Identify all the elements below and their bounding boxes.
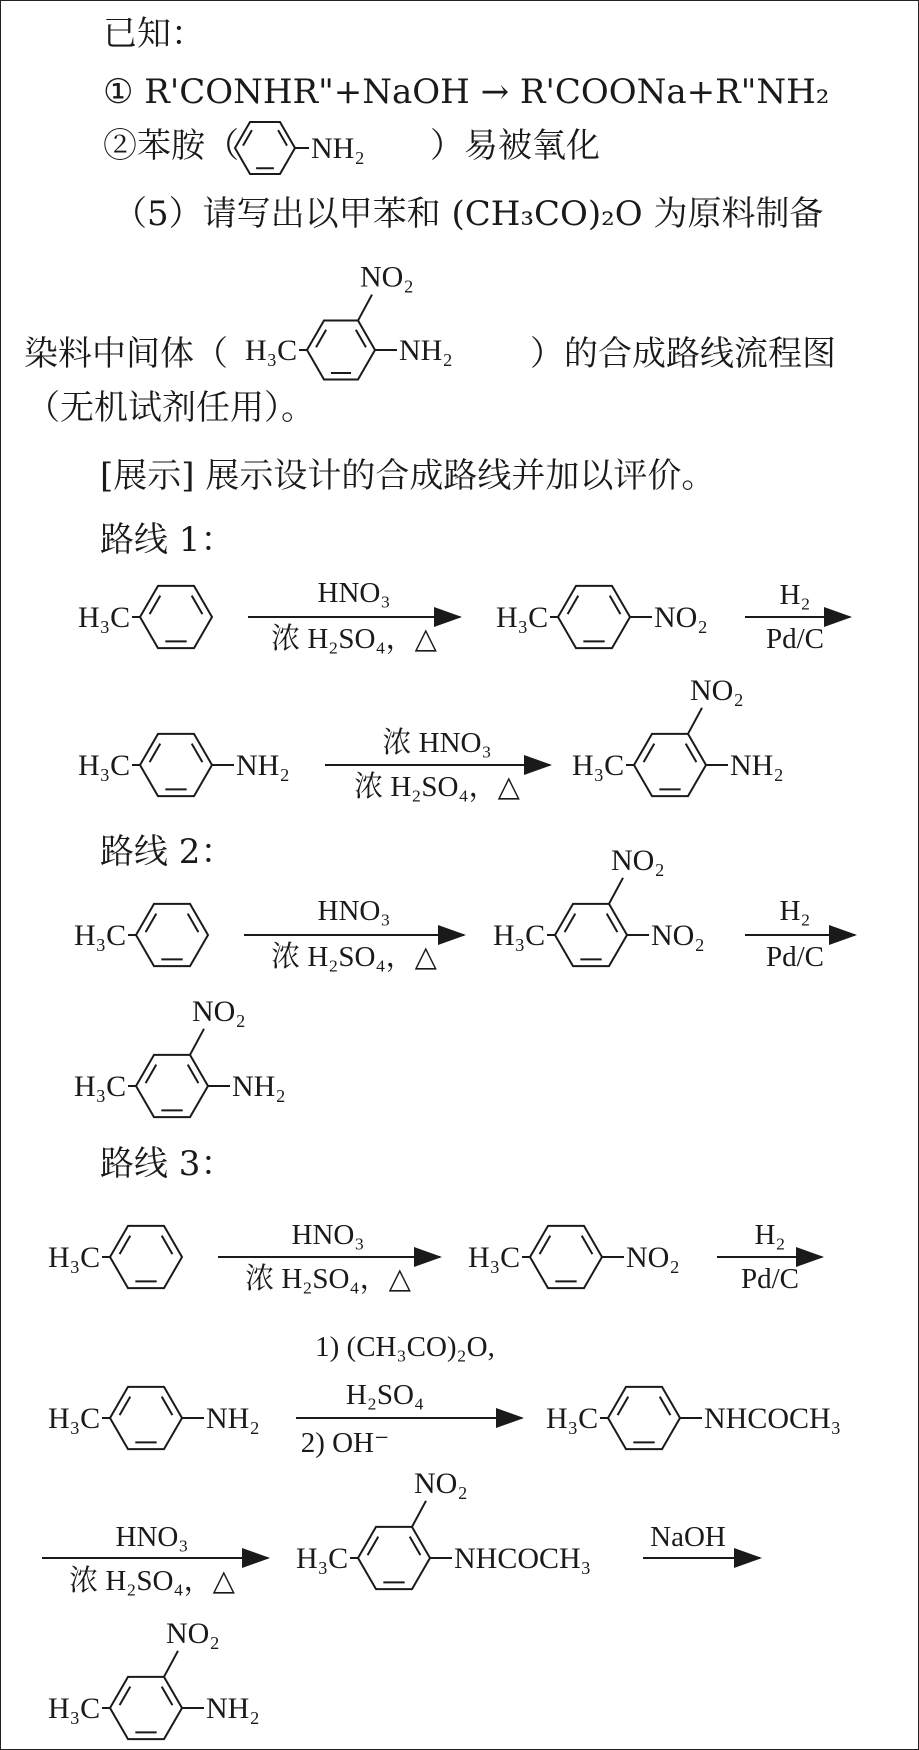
substituent-label: NHCOCH₃ xyxy=(704,1402,842,1435)
cond-h2: H₂ xyxy=(779,895,811,927)
no2-label: NO₂ xyxy=(360,260,414,294)
h3c-label: H₃C xyxy=(496,601,549,634)
aryl-ring xyxy=(110,1677,182,1739)
h3c-label: H₃C xyxy=(48,1692,101,1725)
aryl-ring xyxy=(358,1527,430,1589)
substituent-label: NHCOCH₃ xyxy=(454,1542,592,1575)
route-1-title: 路线 1： xyxy=(100,520,235,560)
cond-ac2o: 1) (CH₃CO)₂O, xyxy=(315,1331,495,1363)
cond-hno3: HNO₃ xyxy=(317,895,391,927)
nh2-label: NH₂ xyxy=(311,132,365,165)
bond xyxy=(190,1029,204,1055)
h3c-label: H₃C xyxy=(296,1542,349,1575)
substituent-label: NO₂ xyxy=(626,1241,680,1274)
aryl-ring xyxy=(307,321,375,380)
toluene-ring xyxy=(140,586,212,648)
aryl-ring xyxy=(634,734,706,796)
no2-label: NO₂ xyxy=(414,1466,468,1500)
cond-h2: H₂ xyxy=(754,1219,786,1251)
cond-h2so4: 浓 H₂SO₄，△ xyxy=(271,941,437,973)
cond-oh: 2) OH⁻ xyxy=(300,1427,390,1459)
h3c-label: H₃C xyxy=(74,919,127,952)
cond-naoh: NaOH xyxy=(650,1521,726,1553)
bond xyxy=(412,1501,426,1527)
cond-hno3: HNO₃ xyxy=(317,577,391,609)
bond xyxy=(358,295,372,321)
substituent-label: NH₂ xyxy=(232,1070,286,1103)
substituent-label: NO₂ xyxy=(651,919,705,952)
no2-label: NO₂ xyxy=(192,994,246,1028)
aryl-ring xyxy=(136,1055,208,1117)
h3c-label: H₃C xyxy=(546,1402,599,1435)
h3c-label: H₃C xyxy=(493,919,546,952)
question-line-3: （无机试剂任用）。 xyxy=(26,388,315,428)
bond xyxy=(688,708,702,734)
route-2-title: 路线 2： xyxy=(100,832,235,872)
h3c-label: H₃C xyxy=(78,601,131,634)
substituent-label: NH₂ xyxy=(206,1692,260,1725)
substituent-label: NO₂ xyxy=(654,601,708,634)
cond-pdc: Pd/C xyxy=(765,941,825,973)
toluene-ring xyxy=(110,1226,182,1288)
cond-h2so4: 浓 H₂SO₄，△ xyxy=(245,1263,411,1295)
cond-pdc: Pd/C xyxy=(765,623,825,655)
h3c-label: H₃C xyxy=(468,1241,521,1274)
no2-label: NO₂ xyxy=(690,673,744,707)
known-title: 已知： xyxy=(103,14,205,54)
bond xyxy=(609,878,623,904)
cond-hno3: HNO₃ xyxy=(291,1219,365,1251)
cond-h2: H₂ xyxy=(779,579,811,611)
aryl-ring xyxy=(558,586,630,648)
no2-label: NO₂ xyxy=(166,1616,220,1650)
substituent-label: NH₂ xyxy=(730,749,784,782)
h3c-label: H₃C xyxy=(572,749,625,782)
h3c-label: H₃C xyxy=(78,749,131,782)
aryl-ring xyxy=(555,904,627,966)
known-item-2-before: ②苯胺（ xyxy=(103,126,239,166)
question-line-1: （5）请写出以甲苯和 (CH₃CO)₂O 为原料制备 xyxy=(113,194,824,234)
no2-label: NO₂ xyxy=(611,843,665,877)
cond-h2so4: 浓 H₂SO₄，△ xyxy=(271,623,437,655)
h3c-label: H₃C xyxy=(48,1241,101,1274)
cond-conc-hno3: 浓 HNO₃ xyxy=(382,727,492,759)
route-3-title: 路线 3： xyxy=(100,1144,235,1184)
cond-h2so4: 浓 H₂SO₄，△ xyxy=(69,1565,235,1597)
aryl-ring xyxy=(608,1387,680,1449)
substituent-label: NH₂ xyxy=(399,334,453,367)
substituent-label: NH₂ xyxy=(206,1402,260,1435)
cond-h2so4: 浓 H₂SO₄，△ xyxy=(354,771,520,803)
cond-pdc: Pd/C xyxy=(740,1263,800,1295)
bond xyxy=(164,1651,178,1677)
toluene-ring xyxy=(136,904,208,966)
cond-hno3: HNO₃ xyxy=(115,1521,189,1553)
h3c-label: H₃C xyxy=(48,1402,101,1435)
known-item-2-after: ）易被氧化 xyxy=(430,126,600,166)
h3c-label: H₃C xyxy=(74,1070,127,1103)
aryl-ring xyxy=(140,734,212,796)
substituent-label: NH₂ xyxy=(236,749,290,782)
question-line-2-after: ）的合成路线流程图 xyxy=(530,334,836,374)
h3c-label: H₃C xyxy=(245,334,298,367)
question-line-2-before: 染料中间体（ xyxy=(24,334,228,374)
cond-h2so4-only: H₂SO₄ xyxy=(345,1379,425,1411)
aryl-ring xyxy=(110,1387,182,1449)
aniline-ring xyxy=(235,122,295,174)
show-line: [展示] 展示设计的合成路线并加以评价。 xyxy=(100,456,716,496)
aryl-ring xyxy=(530,1226,602,1288)
known-item-1: ① R'CONHR"+NaOH → R'COONa+R"NH₂ xyxy=(103,72,830,112)
